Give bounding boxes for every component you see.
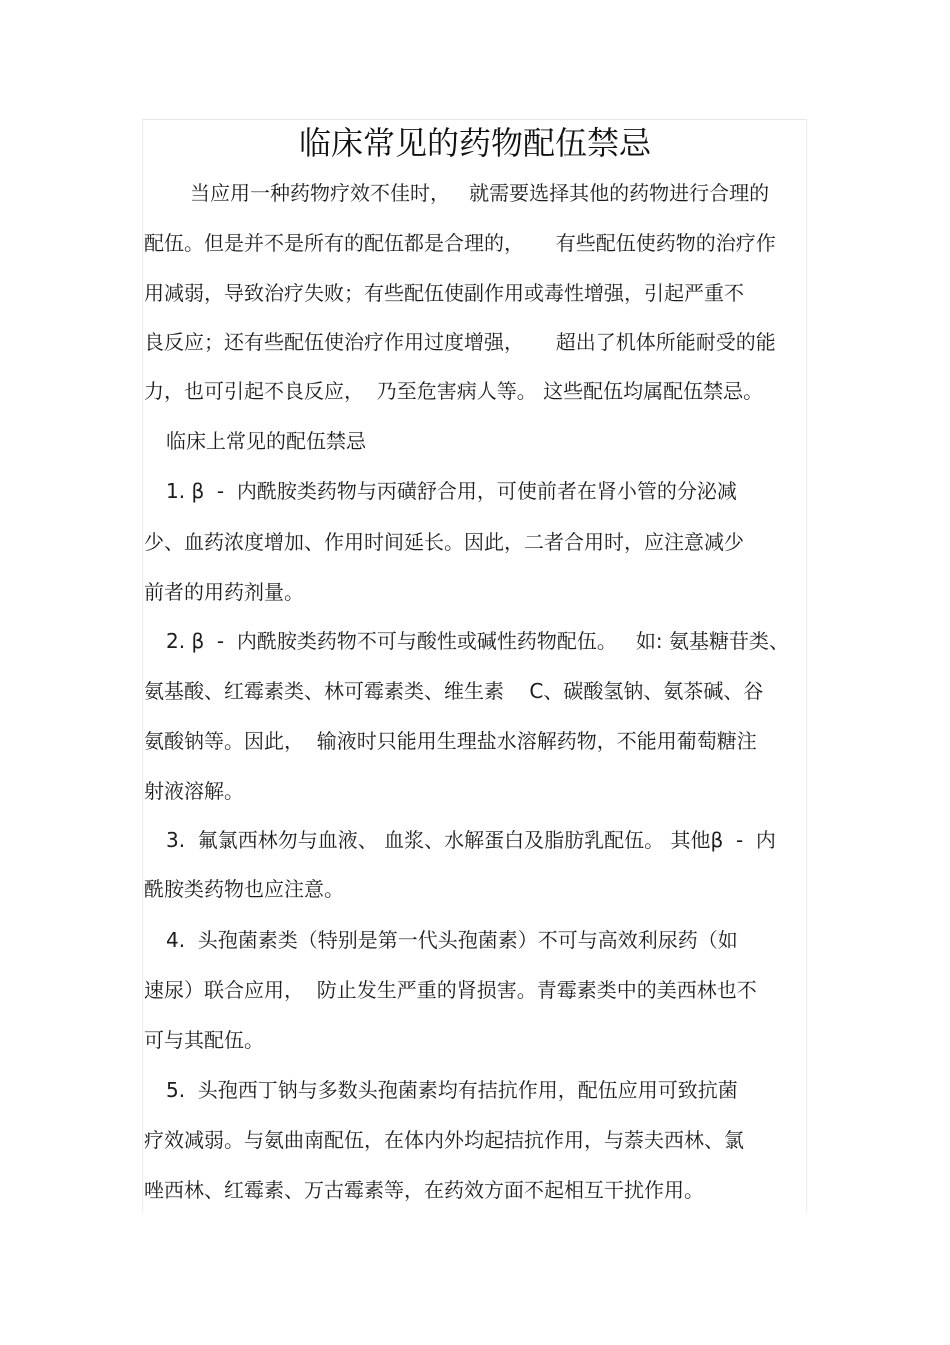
- item-2-line: 氨基酸、红霉素类、林可霉素类、维生素 C、碳酸氢钠、氨茶碱、谷: [144, 679, 764, 703]
- item-3-line: 酰胺类药物也应注意。: [144, 877, 344, 901]
- item-2-line: 氨酸钠等。因此， 输液时只能用生理盐水溶解药物，不能用葡萄糖注: [144, 729, 757, 753]
- intro-line: 配伍。但是并不是所有的配伍都是合理的， 有些配伍使药物的治疗作: [144, 231, 776, 255]
- section-heading: 临床上常见的配伍禁忌: [166, 429, 366, 453]
- item-4-line: 可与其配伍。: [144, 1028, 264, 1052]
- item-1-line: 前者的用药剂量。: [144, 580, 304, 604]
- intro-line: 用减弱，导致治疗失败；有些配伍使副作用或毒性增强，引起严重不: [144, 281, 744, 305]
- item-1-line: 少、血药浓度增加、作用时间延长。因此，二者合用时，应注意减少: [144, 530, 744, 554]
- document-title: 临床常见的药物配伍禁忌: [298, 124, 651, 162]
- item-1-line: 1. β - 内酰胺类药物与丙磺舒合用，可使前者在肾小管的分泌减: [166, 479, 737, 503]
- item-4-line: 4. 头孢菌素类（特别是第一代头孢菌素）不可与高效利尿药（如: [166, 928, 738, 952]
- item-3-line: 3. 氟氯西林勿与血液、 血浆、水解蛋白及脂肪乳配伍。 其他β - 内: [166, 828, 776, 852]
- item-5-line: 疗效减弱。与氨曲南配伍，在体内外均起拮抗作用，与萘夫西林、氯: [144, 1128, 744, 1152]
- intro-line: 良反应；还有些配伍使治疗作用过度增强， 超出了机体所能耐受的能: [144, 330, 776, 354]
- item-2-line: 射液溶解。: [144, 779, 244, 803]
- intro-line: 力，也可引起不良反应， 乃至危害病人等。 这些配伍均属配伍禁忌。: [144, 379, 764, 403]
- item-5-line: 5. 头孢西丁钠与多数头孢菌素均有拮抗作用，配伍应用可致抗菌: [166, 1078, 738, 1102]
- item-4-line: 速尿）联合应用， 防止发生严重的肾损害。青霉素类中的美西林也不: [144, 978, 757, 1002]
- item-5-line: 唑西林、红霉素、万古霉素等，在药效方面不起相互干扰作用。: [144, 1178, 704, 1202]
- intro-line: 当应用一种药物疗效不佳时， 就需要选择其他的药物进行合理的: [190, 181, 770, 205]
- item-2-line: 2. β - 内酰胺类药物不可与酸性或碱性药物配伍。 如: 氨基糖苷类、: [166, 629, 790, 653]
